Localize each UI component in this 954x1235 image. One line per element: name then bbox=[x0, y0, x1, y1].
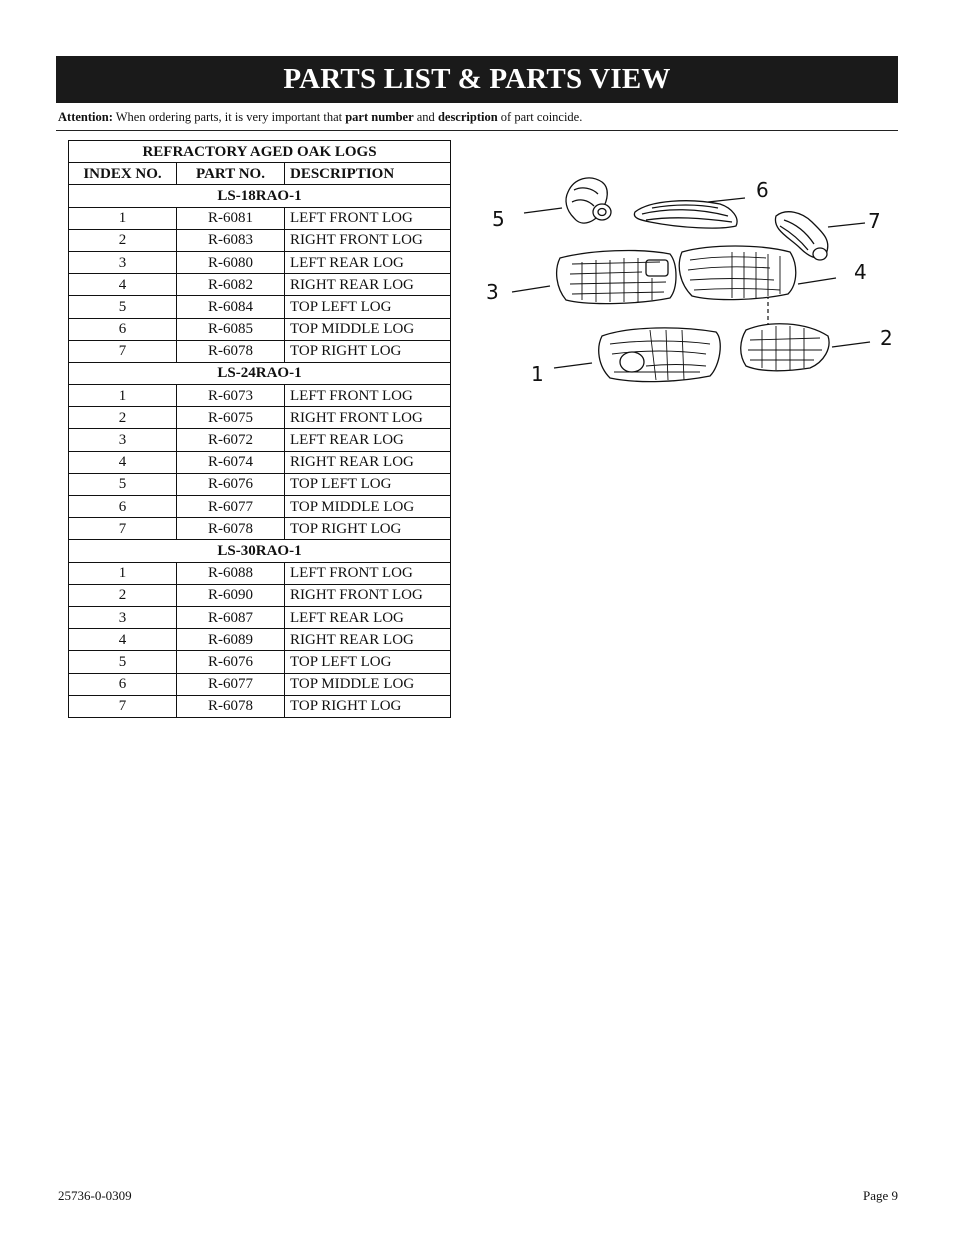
part-no-cell: R-6089 bbox=[177, 629, 285, 651]
part-no-cell: R-6078 bbox=[177, 695, 285, 717]
table-row bbox=[69, 340, 451, 362]
leader-line-1 bbox=[554, 363, 592, 368]
part-no-cell: R-6073 bbox=[177, 385, 285, 407]
index-cell: 2 bbox=[69, 584, 177, 606]
leader-line-7 bbox=[828, 223, 865, 227]
log-1-left-front bbox=[599, 328, 721, 382]
table-row bbox=[69, 562, 451, 584]
description-cell: TOP LEFT LOG bbox=[285, 473, 451, 495]
description-cell: LEFT FRONT LOG bbox=[285, 207, 451, 229]
description-cell: TOP RIGHT LOG bbox=[285, 340, 451, 362]
attention-bold-description: description bbox=[437, 110, 498, 124]
index-cell: 5 bbox=[69, 651, 177, 673]
description-cell: LEFT REAR LOG bbox=[285, 251, 451, 273]
document-number: 25736-0-0309 bbox=[58, 1188, 132, 1203]
description-cell: RIGHT FRONT LOG bbox=[285, 584, 451, 606]
part-no-cell: R-6084 bbox=[177, 296, 285, 318]
index-cell: 7 bbox=[69, 695, 177, 717]
index-cell: 7 bbox=[69, 518, 177, 540]
callout-3: 3 bbox=[486, 280, 499, 304]
index-cell: 4 bbox=[69, 629, 177, 651]
model-name: LS-30RAO-1 bbox=[69, 540, 451, 562]
index-cell: 4 bbox=[69, 274, 177, 296]
table-row bbox=[69, 385, 451, 407]
part-no-cell: R-6078 bbox=[177, 518, 285, 540]
description-cell: TOP LEFT LOG bbox=[285, 651, 451, 673]
part-no-cell: R-6082 bbox=[177, 274, 285, 296]
parts-table bbox=[68, 140, 451, 718]
part-no-cell: R-6072 bbox=[177, 429, 285, 451]
callout-1: 1 bbox=[531, 362, 544, 386]
description-cell: TOP MIDDLE LOG bbox=[285, 673, 451, 695]
table-row bbox=[69, 606, 451, 628]
index-cell: 6 bbox=[69, 318, 177, 340]
table-row bbox=[69, 473, 451, 495]
callout-6: 6 bbox=[756, 178, 769, 202]
model-name: LS-18RAO-1 bbox=[69, 185, 451, 207]
part-no-cell: R-6076 bbox=[177, 651, 285, 673]
attention-text-2: and bbox=[413, 110, 438, 124]
log-5-top-left bbox=[566, 178, 611, 223]
part-no-cell: R-6081 bbox=[177, 207, 285, 229]
index-cell: 5 bbox=[69, 296, 177, 318]
table-header-row bbox=[69, 163, 451, 185]
description-cell: LEFT REAR LOG bbox=[285, 429, 451, 451]
model-group-row bbox=[69, 185, 451, 207]
callout-7: 7 bbox=[868, 209, 881, 233]
part-no-cell: R-6080 bbox=[177, 251, 285, 273]
part-no-cell: R-6077 bbox=[177, 673, 285, 695]
index-cell: 6 bbox=[69, 496, 177, 518]
page-title: PARTS LIST & PARTS VIEW bbox=[56, 56, 898, 103]
leader-line-4 bbox=[798, 278, 836, 284]
logs-parts-view bbox=[470, 160, 910, 400]
description-cell: RIGHT REAR LOG bbox=[285, 451, 451, 473]
part-no-cell: R-6075 bbox=[177, 407, 285, 429]
description-cell: TOP MIDDLE LOG bbox=[285, 318, 451, 340]
table-row bbox=[69, 496, 451, 518]
table-row bbox=[69, 651, 451, 673]
table-title: REFRACTORY AGED OAK LOGS bbox=[69, 141, 451, 163]
table-row bbox=[69, 296, 451, 318]
table-row bbox=[69, 251, 451, 273]
callout-4: 4 bbox=[854, 260, 867, 284]
model-name: LS-24RAO-1 bbox=[69, 362, 451, 384]
model-group-row bbox=[69, 540, 451, 562]
table-row bbox=[69, 673, 451, 695]
index-cell: 2 bbox=[69, 229, 177, 251]
table-row bbox=[69, 207, 451, 229]
table-row bbox=[69, 429, 451, 451]
index-cell: 2 bbox=[69, 407, 177, 429]
leader-line-2 bbox=[832, 342, 870, 347]
index-cell: 4 bbox=[69, 451, 177, 473]
part-no-cell: R-6085 bbox=[177, 318, 285, 340]
part-no-cell: R-6090 bbox=[177, 584, 285, 606]
table-title-row bbox=[69, 141, 451, 163]
index-cell: 1 bbox=[69, 207, 177, 229]
index-cell: 6 bbox=[69, 673, 177, 695]
description-cell: LEFT REAR LOG bbox=[285, 606, 451, 628]
description-cell: RIGHT FRONT LOG bbox=[285, 407, 451, 429]
description-cell: LEFT FRONT LOG bbox=[285, 385, 451, 407]
description-cell: RIGHT REAR LOG bbox=[285, 629, 451, 651]
part-no-cell: R-6088 bbox=[177, 562, 285, 584]
log-4-right-rear bbox=[679, 246, 796, 300]
index-cell: 3 bbox=[69, 429, 177, 451]
table-row bbox=[69, 407, 451, 429]
table-row bbox=[69, 584, 451, 606]
header-index: INDEX NO. bbox=[69, 163, 177, 185]
attention-bold-part-number: part number bbox=[345, 110, 414, 124]
table-row bbox=[69, 695, 451, 717]
header-divider bbox=[56, 130, 898, 131]
model-group-row bbox=[69, 362, 451, 384]
description-cell: RIGHT FRONT LOG bbox=[285, 229, 451, 251]
leader-line-6 bbox=[708, 198, 745, 202]
attention-text-3: of part coincide. bbox=[497, 110, 583, 124]
page-number: Page 9 bbox=[862, 1188, 898, 1203]
part-no-cell: R-6077 bbox=[177, 496, 285, 518]
attention-text-1: When ordering parts, it is very important that bbox=[112, 110, 346, 124]
header-part-no: PART NO. bbox=[177, 163, 285, 185]
table-row bbox=[69, 274, 451, 296]
description-cell: TOP LEFT LOG bbox=[285, 296, 451, 318]
attention-note bbox=[58, 110, 898, 125]
part-no-cell: R-6076 bbox=[177, 473, 285, 495]
index-cell: 1 bbox=[69, 562, 177, 584]
index-cell: 7 bbox=[69, 340, 177, 362]
index-cell: 5 bbox=[69, 473, 177, 495]
description-cell: TOP MIDDLE LOG bbox=[285, 496, 451, 518]
log-3-left-rear bbox=[557, 251, 676, 304]
part-no-cell: R-6074 bbox=[177, 451, 285, 473]
table-row bbox=[69, 229, 451, 251]
log-6-top-middle bbox=[634, 201, 737, 228]
log-2-right-front bbox=[741, 324, 829, 371]
description-cell: TOP RIGHT LOG bbox=[285, 518, 451, 540]
leader-line-3 bbox=[512, 286, 550, 292]
attention-label: Attention: bbox=[58, 110, 113, 124]
index-cell: 3 bbox=[69, 606, 177, 628]
table-row bbox=[69, 451, 451, 473]
part-no-cell: R-6087 bbox=[177, 606, 285, 628]
part-no-cell: R-6078 bbox=[177, 340, 285, 362]
table-row bbox=[69, 318, 451, 340]
index-cell: 1 bbox=[69, 385, 177, 407]
description-cell: LEFT FRONT LOG bbox=[285, 562, 451, 584]
part-no-cell: R-6083 bbox=[177, 229, 285, 251]
leader-line-5 bbox=[524, 208, 562, 213]
callout-5: 5 bbox=[492, 207, 505, 231]
header-description: DESCRIPTION bbox=[285, 163, 451, 185]
description-cell: TOP RIGHT LOG bbox=[285, 695, 451, 717]
description-cell: RIGHT REAR LOG bbox=[285, 274, 451, 296]
table-row bbox=[69, 518, 451, 540]
table-row bbox=[69, 629, 451, 651]
index-cell: 3 bbox=[69, 251, 177, 273]
callout-2: 2 bbox=[880, 326, 893, 350]
